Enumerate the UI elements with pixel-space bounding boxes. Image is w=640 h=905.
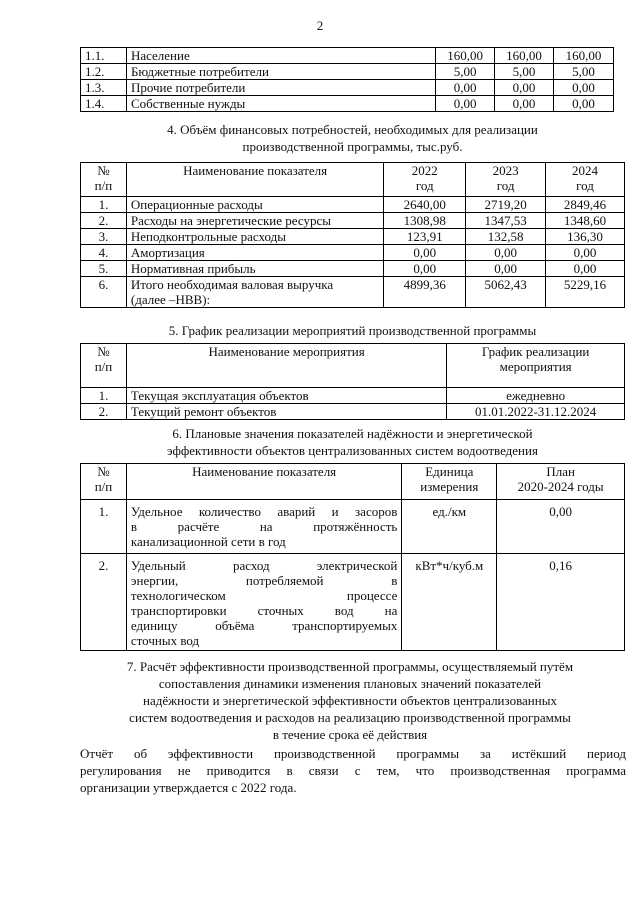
section5-title: 5. График реализации мероприятий производственной программы (168, 323, 537, 338)
row-name: Операционные расходы (126, 197, 383, 213)
row-2023: 5062,43 (466, 277, 546, 308)
row-2023: 132,58 (466, 229, 546, 245)
table-row (81, 197, 625, 213)
table-row (81, 500, 625, 554)
row-2022: 0,00 (384, 245, 466, 261)
row-2024: 1348,60 (546, 213, 625, 229)
row-name: Итого необходимая валовая выручка (далее –НВВ): (126, 277, 383, 308)
row-name: Бюджетные потребители (126, 64, 435, 80)
row-2022: 160,00 (436, 48, 495, 64)
row-num: 1. (81, 197, 127, 213)
row-2023: 0,00 (466, 261, 546, 277)
row-2022: 4899,36 (384, 277, 466, 308)
consumption-table (80, 47, 614, 112)
row-2023: 1347,53 (466, 213, 546, 229)
row-num: 3. (81, 229, 127, 245)
row-schedule: 01.01.2022-31.12.2024 (447, 404, 625, 420)
row-2022: 5,00 (436, 64, 495, 80)
table-row (81, 64, 614, 80)
header-num: № п/п (81, 344, 127, 388)
row-num: 1.1. (81, 48, 127, 64)
table-header-row (81, 464, 625, 500)
row-2024: 0,00 (546, 261, 625, 277)
row-name: Текущая эксплуатация объектов (126, 388, 446, 404)
row-name: Удельный расход электрической энергии, потребляемой в технологическом процессе транспортировки сточных вод на единицу объёма транспортируемых сточных вод (126, 554, 401, 651)
row-name: Собственные нужды (126, 96, 435, 112)
header-schedule: График реализации мероприятия (447, 344, 625, 388)
row-num: 6. (81, 277, 127, 308)
header-2022: 2022 год (384, 163, 466, 197)
row-2023: 0,00 (495, 80, 554, 96)
row-2024: 0,00 (554, 96, 614, 112)
page-number: 2 (316, 18, 324, 33)
row-2024: 2849,46 (546, 197, 625, 213)
row-2024: 5,00 (554, 64, 614, 80)
schedule-table (80, 343, 625, 420)
table-row (81, 48, 614, 64)
row-num: 1.3. (81, 80, 127, 96)
header-name: Наименование мероприятия (126, 344, 446, 388)
section7-title: 7. Расчёт эффективности производственной программы, осуществляемый путём сопоставления динамики изменения плановых значений показателей надёжности и энергетической эффективности объектов централизованных систем водоотведения и расходов на реализацию производственной программы в течение срока её действия (126, 659, 574, 742)
row-2024: 0,00 (546, 245, 625, 261)
row-num: 1. (81, 500, 127, 554)
row-schedule: ежедневно (447, 388, 625, 404)
financial-needs-table (80, 162, 625, 308)
row-name: Амортизация (126, 245, 383, 261)
row-plan: 0,16 (497, 554, 625, 651)
row-2022: 2640,00 (384, 197, 466, 213)
row-unit: ед./км (402, 500, 497, 554)
row-2023: 160,00 (495, 48, 554, 64)
header-2023: 2023 год (466, 163, 546, 197)
row-name: Удельное количество аварий и засоров в расчёте на протяжённость канализационной сети в год (126, 500, 401, 554)
row-2023: 5,00 (495, 64, 554, 80)
header-plan: План 2020-2024 годы (497, 464, 625, 500)
section7-paragraph: Отчёт об эффективности производственной программы за истёкший период регулирования не приводится в связи с тем, что производственная программа организации утверждается с 2022 года. (80, 746, 626, 795)
row-2022: 0,00 (436, 80, 495, 96)
row-2023: 0,00 (466, 245, 546, 261)
row-plan: 0,00 (497, 500, 625, 554)
row-2023: 0,00 (495, 96, 554, 112)
row-num: 2. (81, 213, 127, 229)
table-row (81, 96, 614, 112)
header-unit: Единица измерения (402, 464, 497, 500)
table-header-row (81, 344, 625, 388)
header-num: № п/п (81, 464, 127, 500)
row-num: 1. (81, 388, 127, 404)
row-num: 4. (81, 245, 127, 261)
header-name: Наименование показателя (126, 163, 383, 197)
table-header-row (81, 163, 625, 197)
table-row (81, 80, 614, 96)
table-row-total (81, 277, 625, 308)
row-2022: 0,00 (436, 96, 495, 112)
row-num: 5. (81, 261, 127, 277)
row-name: Неподконтрольные расходы (126, 229, 383, 245)
row-2022: 1308,98 (384, 213, 466, 229)
table-row (81, 213, 625, 229)
section4-title: 4. Объём финансовых потребностей, необходимых для реализации производственной программы, тыс.руб. (167, 122, 538, 154)
row-num: 2. (81, 554, 127, 651)
section6-title: 6. Плановые значения показателей надёжности и энергетической эффективности объектов централизованных систем водоотведения (167, 426, 538, 458)
row-2024: 0,00 (554, 80, 614, 96)
table-row (81, 229, 625, 245)
table-row (81, 554, 625, 651)
table-row (81, 245, 625, 261)
header-name: Наименование показателя (126, 464, 401, 500)
row-name: Текущий ремонт объектов (126, 404, 446, 420)
header-2024: 2024 год (546, 163, 625, 197)
table-row (81, 404, 625, 420)
row-name: Расходы на энергетические ресурсы (126, 213, 383, 229)
table-row (81, 388, 625, 404)
header-num: № п/п (81, 163, 127, 197)
indicators-table (80, 463, 625, 651)
row-name: Население (126, 48, 435, 64)
row-num: 1.4. (81, 96, 127, 112)
row-name: Прочие потребители (126, 80, 435, 96)
table-row (81, 261, 625, 277)
row-num: 2. (81, 404, 127, 420)
row-2022: 123,91 (384, 229, 466, 245)
row-2023: 2719,20 (466, 197, 546, 213)
row-2024: 160,00 (554, 48, 614, 64)
row-name: Нормативная прибыль (126, 261, 383, 277)
row-unit: кВт*ч/куб.м (402, 554, 497, 651)
row-2024: 136,30 (546, 229, 625, 245)
row-2022: 0,00 (384, 261, 466, 277)
row-2024: 5229,16 (546, 277, 625, 308)
row-num: 1.2. (81, 64, 127, 80)
